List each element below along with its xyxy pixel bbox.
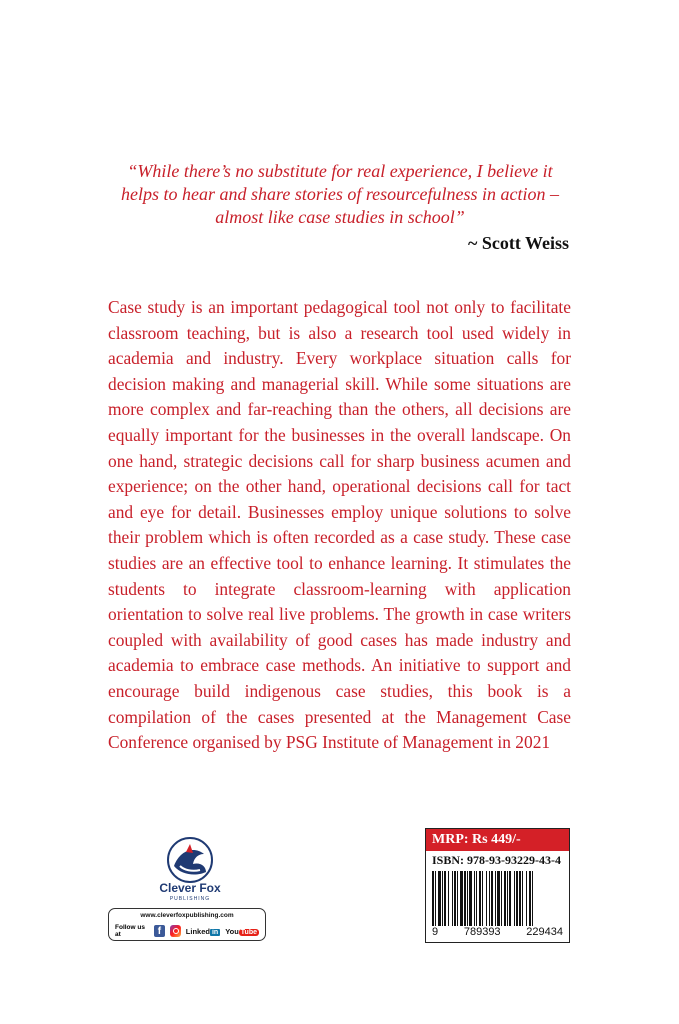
quote-line: helps to hear and share stories of resourcefulness in action – [121,184,559,204]
social-links-box [108,908,266,941]
instagram-icon[interactable] [170,925,181,937]
price-isbn-block [425,828,570,943]
publisher-name: Clever Fox [159,881,221,895]
mrp-label: MRP: Rs 449/- [426,829,569,851]
barcode-digit-group: 9 [432,926,439,938]
quote-line: “While there’s no substitute for real experience, I believe it [127,161,553,181]
book-blurb: Case study is an important pedagogical tool not only to facilitate classroom teaching, but is also a research tool used widely in academia and industry. Every workplace situation calls for decision making and managerial skill. While some situations are more complex and far-reaching than the others, all decisions are equally important for the businesses in the overall landscape. On one hand, strategic decisions call for sharp business acumen and experience; on the other hand, operational decisions call for tact and eye for detail. Businesses employ unique solutions to solve their problem which is often recorded as a case study. These case studies are an effective tool to enhance learning. It stimulates the students to integrate classroom-learning with application orientation to solve real live problems. The growth in case writers coupled with availability of good cases has made industry and academia to embrace case methods. An initiative to support and encourage build indigenous case studies, this book is a compilation of the cases presented at the Management Case Conference organised by PSG Institute of Management in 2021 [108,297,571,753]
social-row [115,924,259,938]
barcode-digit-group: 229434 [526,926,563,938]
publisher-sub: PUBLISHING [169,896,211,902]
youtube-icon[interactable]: You Tube [225,926,257,936]
quote [100,160,580,229]
linkedin-icon[interactable]: Linked in [185,926,219,936]
facebook-icon[interactable]: f [154,925,165,937]
barcode-gap [533,871,534,926]
publisher-url[interactable]: www.cleverfoxpublishing.com [140,912,234,919]
barcode-digit-group: 789393 [463,926,501,938]
isbn-label: ISBN: 978-93-93229-43-4 [432,853,561,867]
publisher-logo [110,836,270,902]
quote-line: almost like case studies in school” [215,207,465,227]
fox-logo-icon [160,836,220,884]
barcode [432,871,564,926]
follow-label: Follow us at [115,924,145,938]
barcode-digits [426,926,569,938]
quote-author: ~ Scott Weiss [467,233,569,253]
